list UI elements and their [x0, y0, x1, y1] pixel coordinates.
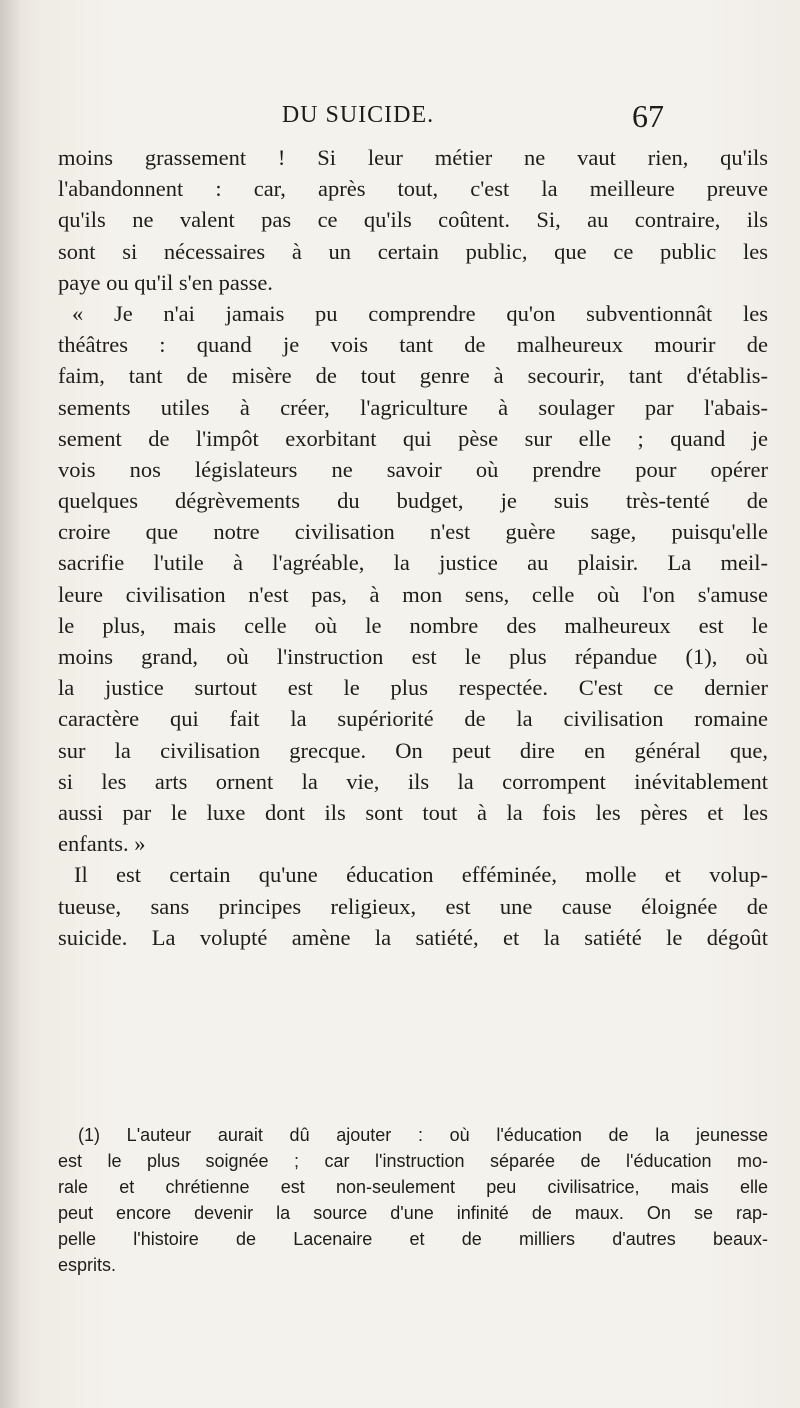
- text-line: le plus, mais celle où le nombre des malheureux est le: [58, 612, 768, 638]
- footnote-line: (1) L'auteur aurait dû ajouter : où l'éducation de la jeunesse: [78, 1125, 768, 1145]
- text-line: si les arts ornent la vie, ils la corrompent inévitablement: [58, 768, 768, 794]
- text-line: quelques dégrèvements du budget, je suis très-tenté de: [58, 488, 768, 514]
- text-line: « Je n'ai jamais pu comprendre qu'on subventionnât les: [72, 300, 768, 326]
- text-line: moins grand, où l'instruction est le plus répandue (1), où: [58, 644, 768, 669]
- text-line: qu'ils ne valent pas ce qu'ils coûtent. Si, au contraire, ils: [58, 207, 768, 233]
- text-line: moins grassement ! Si leur métier ne vaut rien, qu'ils: [58, 145, 768, 170]
- text-line: Il est certain qu'une éducation efféminée, molle et volup-: [74, 862, 768, 888]
- text-line: aussi par le luxe dont ils sont tout à la fois les pères et les: [58, 799, 768, 825]
- footnote: [58, 1122, 768, 1278]
- text-line: caractère qui fait la supériorité de la civilisation romaine: [58, 706, 768, 732]
- footnote-line: pelle l'histoire de Lacenaire et de milliers d'autres beaux-: [58, 1229, 768, 1249]
- text-line: sacrifie l'utile à l'agréable, la justice au plaisir. La meil-: [58, 550, 768, 576]
- running-title: DU SUICIDE.: [281, 102, 435, 128]
- text-line: vois nos législateurs ne savoir où prendre pour opérer: [58, 456, 768, 482]
- text-line: paye ou qu'il s'en passe.: [58, 269, 273, 295]
- text-line: sont si nécessaires à un certain public, que ce public les: [58, 238, 768, 264]
- text-line: leure civilisation n'est pas, à mon sens, celle où l'on s'amuse: [58, 581, 768, 607]
- text-line: enfants. »: [58, 831, 146, 857]
- text-line: l'abandonnent : car, après tout, c'est la meilleure preuve: [58, 176, 768, 202]
- text-line: croire que notre civilisation n'est guère sage, puisqu'elle: [58, 519, 768, 545]
- text-line: sements utiles à créer, l'agriculture à soulager par l'abais-: [58, 394, 768, 420]
- text-line: sement de l'impôt exorbitant qui pèse sur elle ; quand je: [58, 425, 768, 451]
- text-line: suicide. La volupté amène la satiété, et la satiété le dégoût: [58, 924, 768, 950]
- footnote-line: est le plus soignée ; car l'instruction séparée de l'éducation mo-: [58, 1151, 768, 1171]
- footnote-line: rale et chrétienne est non-seulement peu civilisatrice, mais elle: [58, 1177, 768, 1197]
- footnote-line: esprits.: [58, 1255, 117, 1275]
- page-number: 67: [632, 98, 664, 134]
- text-line: théâtres : quand je vois tant de malheureux mourir de: [58, 332, 768, 358]
- text-line: sur la civilisation grecque. On peut dire en général que,: [58, 737, 768, 763]
- page-gutter-shadow: [0, 0, 22, 1408]
- page-header: [0, 98, 800, 138]
- body-text: [58, 142, 768, 953]
- text-line: faim, tant de misère de tout genre à secourir, tant d'établis-: [58, 363, 768, 389]
- text-line: tueuse, sans principes religieux, est une cause éloignée de: [58, 893, 768, 919]
- footnote-line: peut encore devenir la source d'une infinité de maux. On se rap-: [58, 1203, 768, 1223]
- text-line: la justice surtout est le plus respectée. C'est ce dernier: [58, 675, 768, 701]
